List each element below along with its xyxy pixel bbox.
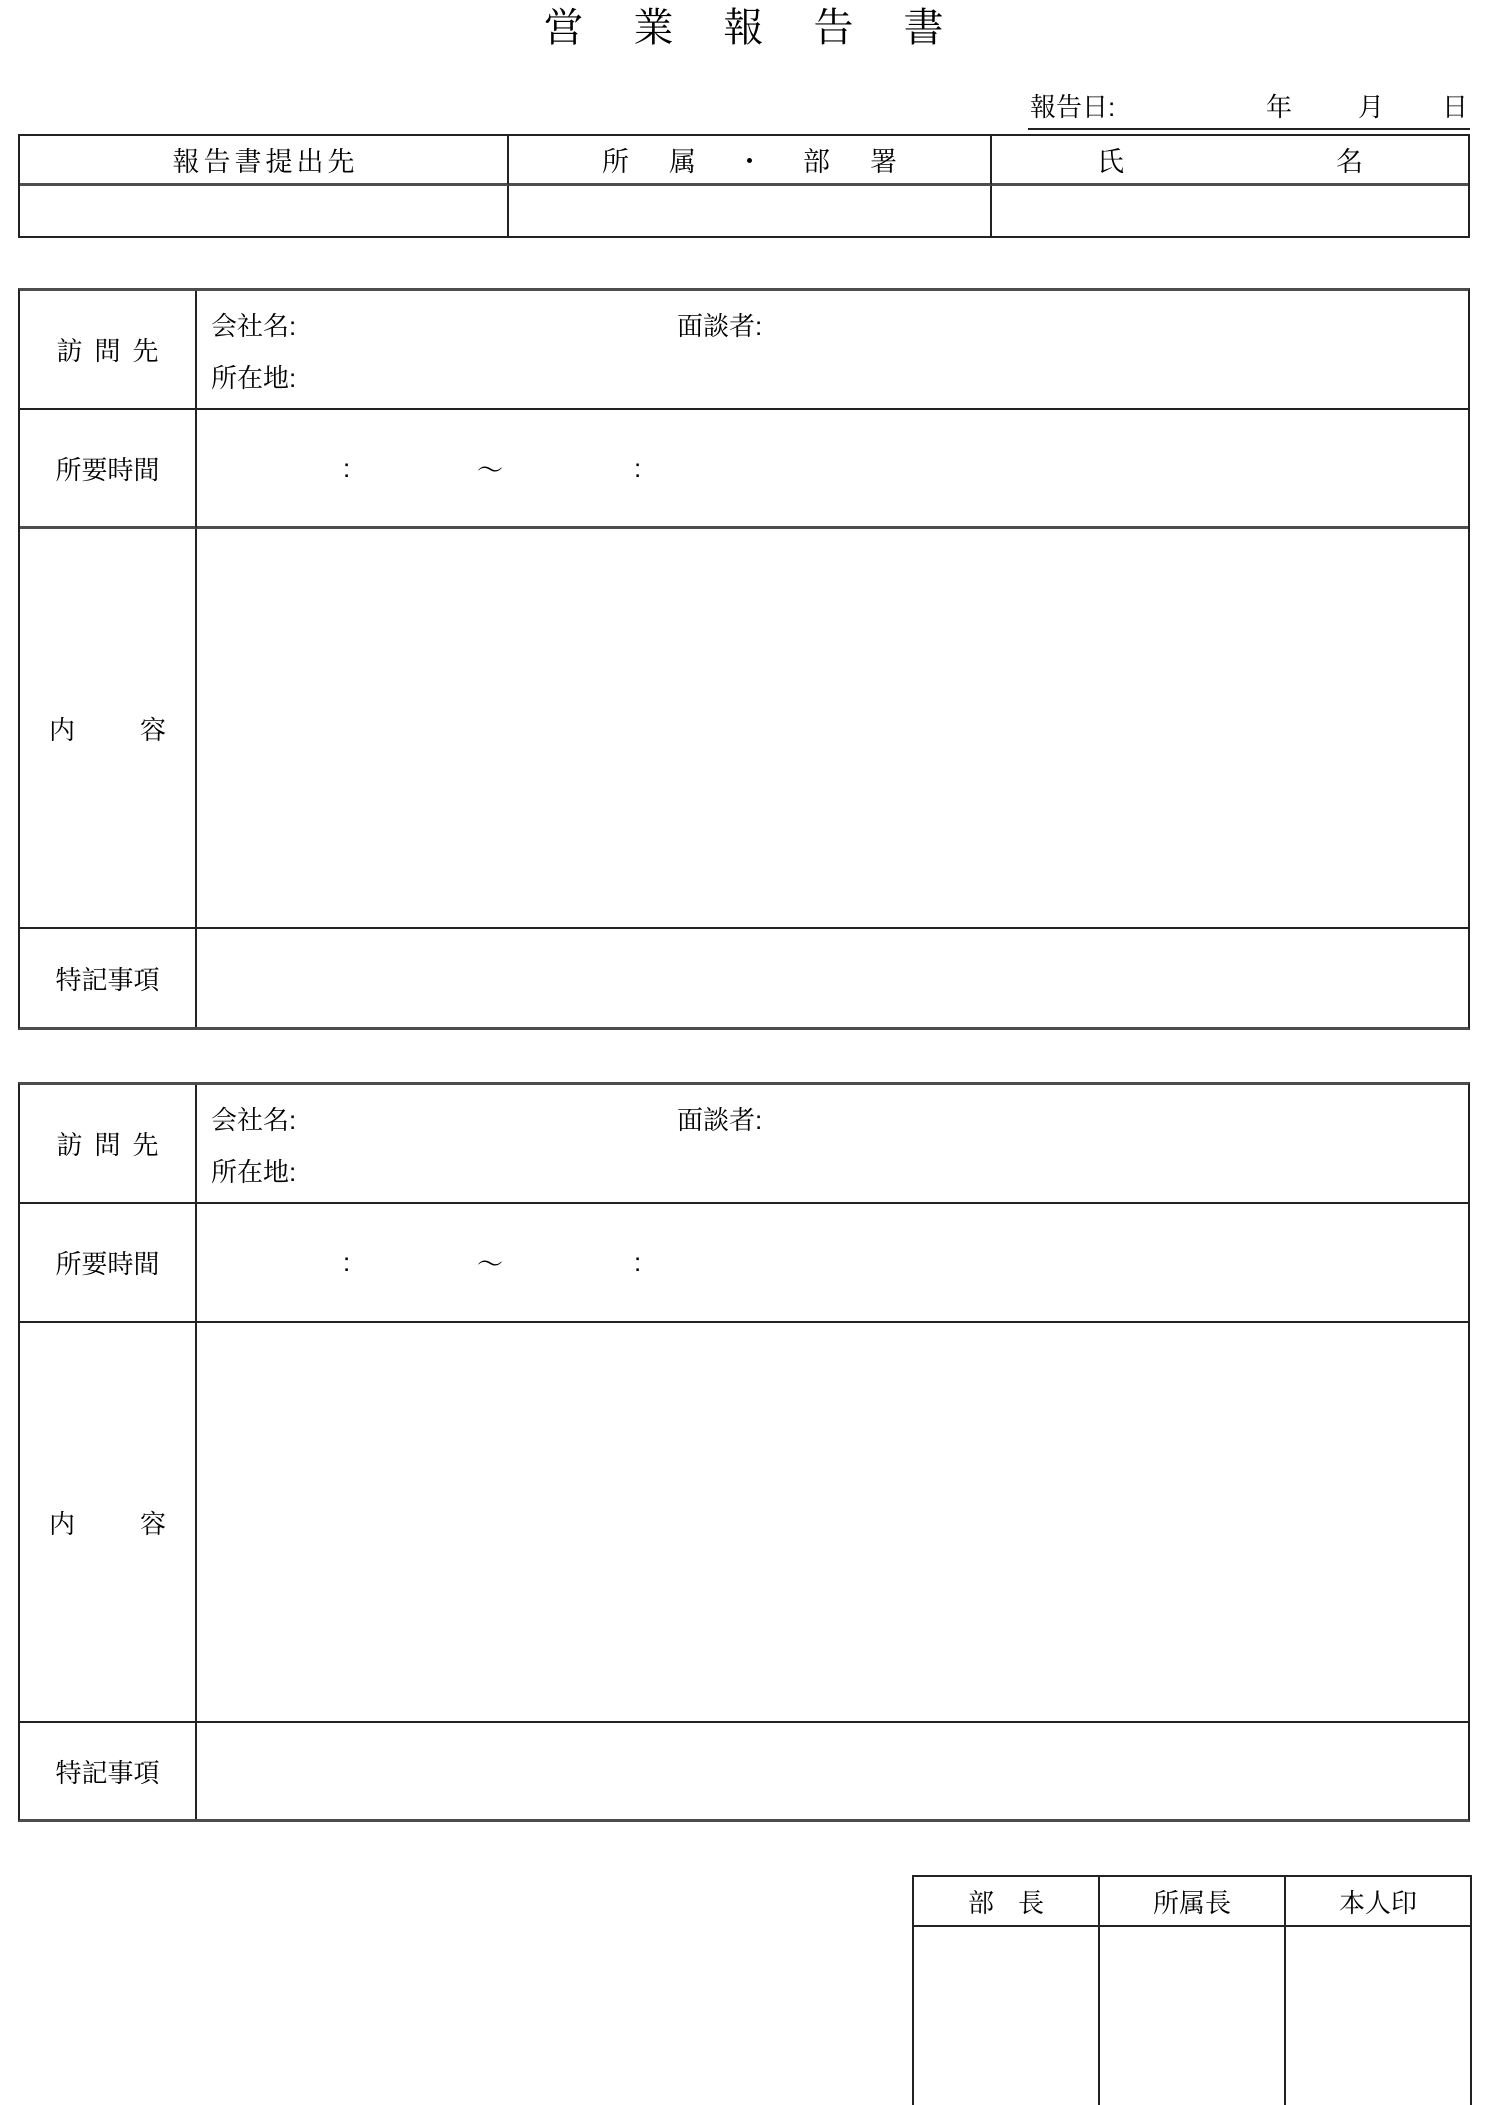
visit-label-cell-1 bbox=[20, 291, 197, 410]
time-end-colon-1: : bbox=[634, 452, 642, 483]
section-chief-header-label: 所属長 bbox=[1152, 1887, 1231, 1918]
visit-label-1: 訪問先 bbox=[56, 336, 171, 366]
address-label-1: 所在地: bbox=[211, 363, 297, 393]
time-start-colon-1: : bbox=[343, 452, 351, 483]
duration-label-cell-1 bbox=[20, 410, 197, 529]
year-label: 年 bbox=[1266, 92, 1293, 122]
header-table bbox=[18, 134, 1470, 238]
month-label: 月 bbox=[1358, 92, 1385, 122]
visit-info-cell-2 bbox=[197, 1085, 1468, 1204]
department-field bbox=[509, 186, 992, 236]
time-end-colon-2: : bbox=[634, 1247, 642, 1277]
content-field-1 bbox=[197, 529, 1468, 929]
submit-to-field bbox=[20, 186, 509, 236]
interviewer-label-2: 面談者: bbox=[677, 1105, 763, 1135]
submit-to-header-label: 報告書提出先 bbox=[172, 147, 359, 177]
content-label-cell-1 bbox=[20, 529, 197, 929]
time-separator-1: 〜 bbox=[477, 454, 504, 485]
content-label-first-char-2: 内 bbox=[49, 1508, 76, 1539]
content-label-cell-2 bbox=[20, 1323, 197, 1723]
duration-field-2 bbox=[197, 1204, 1468, 1323]
department-header-label: 所属・部署 bbox=[602, 147, 937, 177]
duration-field-1 bbox=[197, 410, 1468, 529]
address-label-2: 所在地: bbox=[211, 1157, 297, 1187]
content-label-first-char-1: 内 bbox=[49, 714, 76, 745]
name-header-first-char: 氏 bbox=[1097, 147, 1124, 177]
approval-table bbox=[912, 1875, 1472, 2105]
notes-field-2 bbox=[197, 1723, 1468, 1819]
notes-label-cell-1 bbox=[20, 929, 197, 1027]
notes-label-1: 特記事項 bbox=[55, 964, 160, 995]
company-name-label-2: 会社名: bbox=[211, 1105, 297, 1135]
time-start-colon-2: : bbox=[343, 1247, 351, 1277]
name-header bbox=[992, 136, 1468, 186]
interviewer-label-1: 面談者: bbox=[677, 311, 763, 341]
company-name-label-1: 会社名: bbox=[211, 311, 297, 341]
report-date-label: 報告日: bbox=[1030, 92, 1116, 122]
notes-field-1 bbox=[197, 929, 1468, 1027]
duration-label-cell-2 bbox=[20, 1204, 197, 1323]
manager-header-label: 部長 bbox=[967, 1887, 1068, 1918]
self-seal-box bbox=[1286, 1927, 1470, 2105]
notes-label-cell-2 bbox=[20, 1723, 197, 1819]
visit-label-2: 訪問先 bbox=[56, 1130, 171, 1160]
manager-seal-box bbox=[914, 1927, 1100, 2105]
self-seal-header bbox=[1286, 1877, 1470, 1927]
form-title: 営業報告書 bbox=[543, 6, 994, 50]
report-date-line bbox=[1028, 88, 1470, 130]
visit-block-1 bbox=[18, 288, 1470, 1030]
submit-to-header bbox=[20, 136, 509, 186]
content-label-second-char-1: 容 bbox=[139, 714, 166, 745]
content-field-2 bbox=[197, 1323, 1468, 1723]
visit-info-cell-1 bbox=[197, 291, 1468, 410]
visit-label-cell-2 bbox=[20, 1085, 197, 1204]
name-header-second-char: 名 bbox=[1336, 147, 1363, 177]
manager-header bbox=[914, 1877, 1100, 1927]
day-label: 日 bbox=[1441, 92, 1468, 122]
time-separator-2: 〜 bbox=[477, 1249, 504, 1279]
self-seal-header-label: 本人印 bbox=[1338, 1887, 1417, 1918]
section-chief-seal-box bbox=[1100, 1927, 1286, 2105]
notes-label-2: 特記事項 bbox=[55, 1757, 160, 1788]
name-field bbox=[992, 186, 1468, 236]
section-chief-header bbox=[1100, 1877, 1286, 1927]
duration-label-2: 所要時間 bbox=[55, 1249, 160, 1279]
visit-block-2 bbox=[18, 1082, 1470, 1822]
duration-label-1: 所要時間 bbox=[55, 454, 160, 485]
content-label-second-char-2: 容 bbox=[139, 1508, 166, 1539]
department-header bbox=[509, 136, 992, 186]
